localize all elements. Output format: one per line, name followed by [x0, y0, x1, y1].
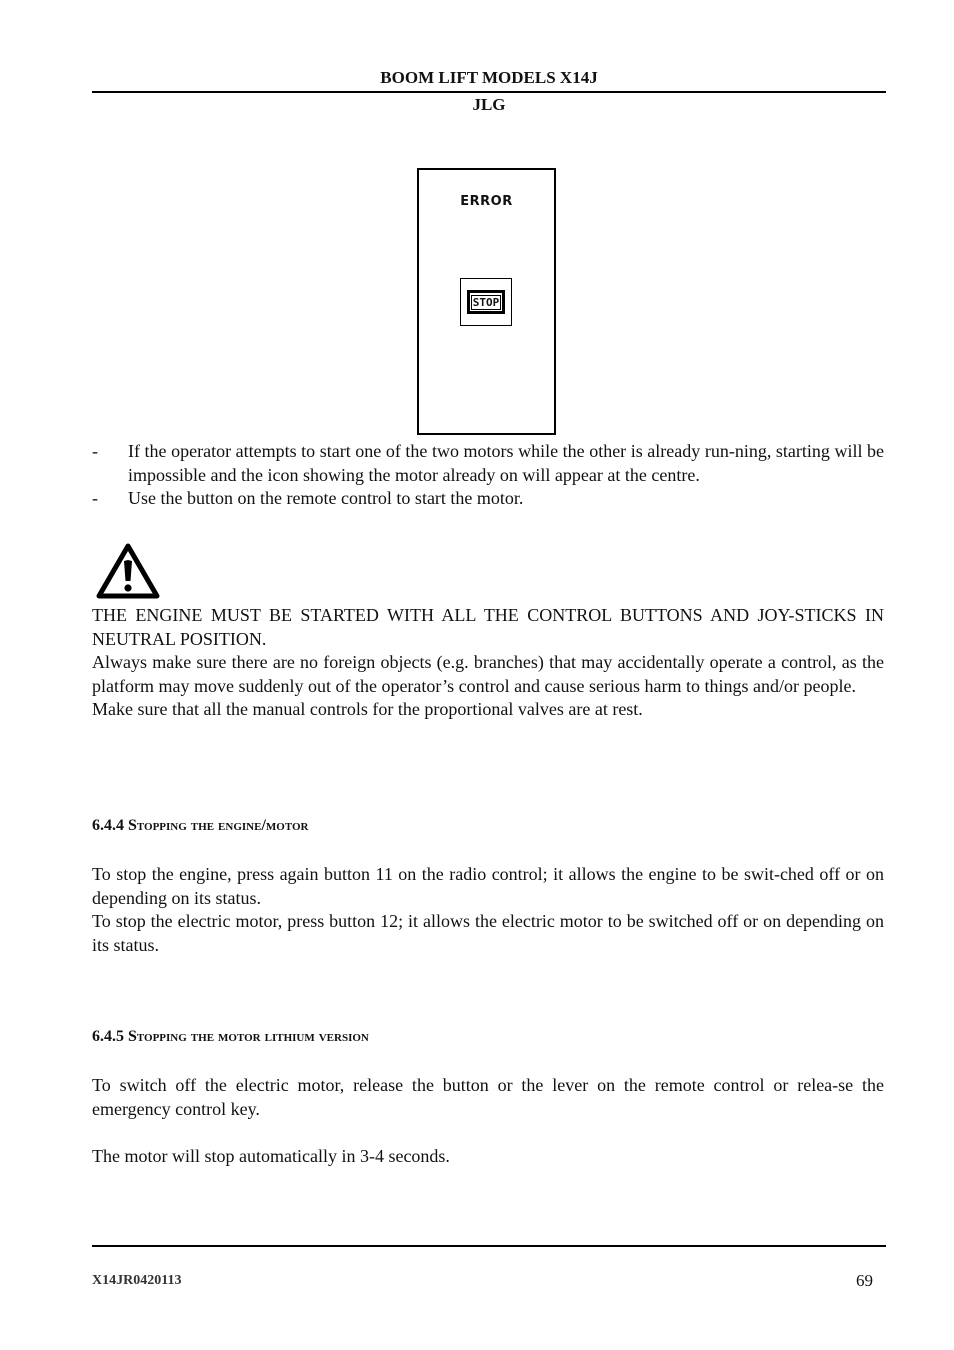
list-item [92, 440, 884, 487]
display-panel-illustration [417, 168, 556, 435]
bullet-dash: - [92, 488, 98, 508]
section-644-para-1: To stop the engine, press again button 11 on the radio control; it allows the engine to be swit-ched off or on depending on its status. [92, 864, 884, 908]
stop-icon-frame [460, 278, 512, 326]
warning-text-2: Make sure that all the manual controls for the proportional valves are at rest. [92, 699, 643, 719]
warning-caps-text: THE ENGINE MUST BE STARTED WITH ALL THE CONTROL BUTTONS AND JOY-STICKS IN NEUTRAL POSITION. [92, 605, 884, 649]
bullet-text: Use the button on the remote control to start the motor. [128, 488, 524, 508]
footer-doc-code: X14JR0420113 [92, 1273, 182, 1288]
error-label: ERROR [460, 194, 513, 209]
section-645-para-1: To switch off the electric motor, release the button or the lever on the remote control or relea-se the emergency control key. [92, 1075, 884, 1119]
header-rule [92, 91, 886, 93]
warning-triangle-icon [96, 543, 160, 599]
page-number: 69 [856, 1271, 873, 1290]
section-heading-644: 6.4.4 Stopping the engine/motor [92, 817, 309, 834]
list-item [92, 487, 884, 511]
warning-text-block [92, 604, 884, 722]
warning-text-1: Always make sure there are no foreign objects (e.g. branches) that may accidentally operate a control, as the platform may move suddenly out of the operator’s control and cause serious harm to things and/or people. [92, 652, 884, 696]
stop-icon [467, 290, 505, 314]
bullet-list [92, 440, 884, 511]
bullet-dash: - [92, 441, 98, 461]
bullet-text: If the operator attempts to start one of the two motors while the other is already run-ning, starting will be impossible and the icon showing the motor already on will appear at the centre. [128, 441, 884, 485]
section-heading-645: 6.4.5 Stopping the motor lithium version [92, 1028, 369, 1045]
section-644-para-2: To stop the electric motor, press button 12; it allows the electric motor to be switched off or on depending on its status. [92, 911, 884, 955]
stop-icon-text: STOP [472, 295, 500, 309]
section-645-body [92, 1074, 884, 1168]
section-645-para-2: The motor will stop automatically in 3-4 seconds. [92, 1145, 450, 1166]
section-644-body [92, 863, 884, 957]
page-header-title: BOOM LIFT MODELS X14J [380, 68, 598, 87]
page-header-subtitle: JLG [472, 95, 506, 114]
footer-rule [92, 1245, 886, 1247]
